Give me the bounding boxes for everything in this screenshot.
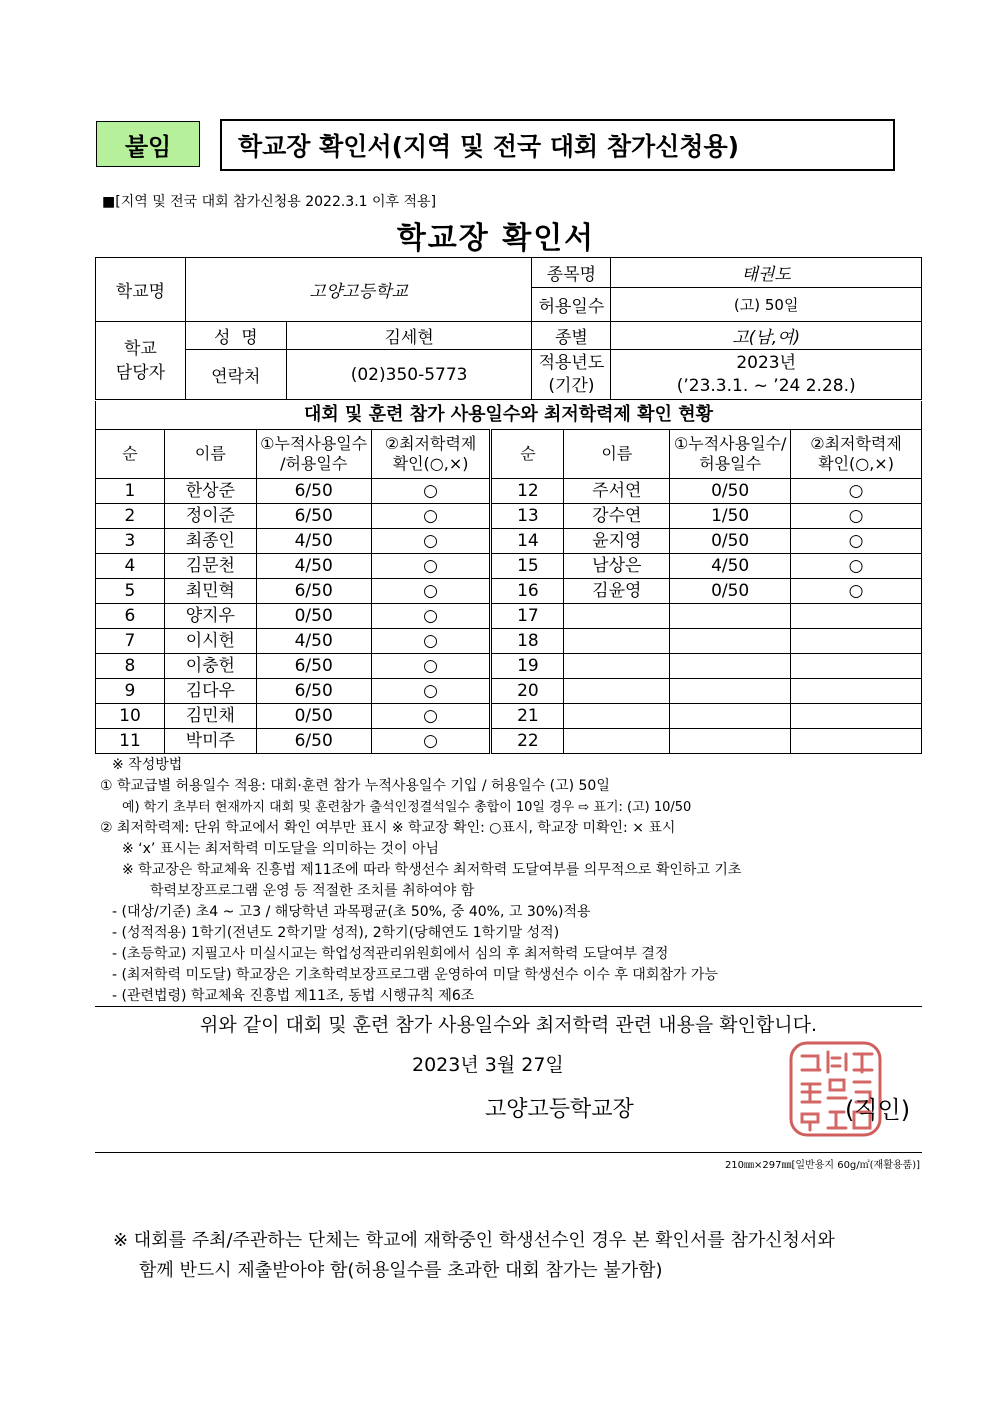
applicability-note: ■[지역 및 전국 대회 참가신청용 2022.3.1 이후 적용]: [102, 194, 437, 210]
col-name-left: 이름: [164, 430, 256, 479]
student-name: 이시헌: [164, 629, 256, 654]
year-value: 2023년: [736, 352, 797, 373]
roster-table: [95, 429, 922, 754]
min-academic-check: ○: [791, 554, 922, 579]
year-cell: [611, 350, 922, 400]
event-label: 종목명: [532, 258, 611, 288]
instr-item: - (대상/기준) 초4 ~ 고3 / 해당학년 과목평균(초 50%, 중 40%, 고 30%)적용: [112, 904, 591, 920]
allow-label: 허용일수: [532, 288, 611, 322]
confirm-text: 위와 같이 대회 및 훈련 참가 사용일수와 최저학력 관련 내용을 확인합니다.: [199, 1014, 818, 1036]
row-no: 9: [96, 679, 165, 704]
name-value: 김세현: [286, 322, 532, 350]
student-name: 정이준: [164, 504, 256, 529]
student-name: 김문천: [164, 554, 256, 579]
days-used: 6/50: [256, 504, 371, 529]
min-academic-check: ○: [371, 704, 491, 729]
days-used: 4/50: [670, 554, 791, 579]
instr-item: - (관련법령) 학교체육 진흥법 제11조, 동법 시행규칙 제6조: [112, 988, 475, 1004]
min-academic-check: [791, 654, 922, 679]
row-no: 2: [96, 504, 165, 529]
footer-line: ※ 대회를 주최/주관하는 단체는 학교에 재학중인 학생선수인 경우 본 확인서를 참가신청서와: [113, 1230, 835, 1251]
instr-item: 예) 학기 초부터 현재까지 대회 및 훈련참가 출석인정결석일수 총합이 10일 경우 ⇨ 표기: (고) 10/50: [122, 800, 692, 815]
table-row: [96, 579, 922, 604]
min-academic-check: ○: [371, 604, 491, 629]
student-name: 김윤영: [564, 579, 670, 604]
min-academic-check: ○: [371, 654, 491, 679]
type-value: 고(남,여): [611, 322, 922, 350]
days-used: [670, 729, 791, 754]
col-days-right: ①누적사용일수/ 허용일수: [670, 430, 791, 479]
days-used: [670, 629, 791, 654]
col-check-left: ②최저학력제 확인(○,×): [371, 430, 491, 479]
instr-item: 학력보장프로그램 운영 등 적절한 조치를 취하여야 함: [150, 883, 475, 899]
min-academic-check: [791, 729, 922, 754]
min-academic-check: [791, 679, 922, 704]
table-row: [96, 604, 922, 629]
name-label: 성 명: [185, 322, 286, 350]
instr-heading: ※ 작성방법: [112, 757, 183, 773]
student-name: [564, 729, 670, 754]
header-title: 학교장 확인서(지역 및 전국 대회 참가신청용): [220, 119, 895, 171]
min-academic-check: ○: [371, 729, 491, 754]
table-row: [96, 679, 922, 704]
divider: [95, 1006, 922, 1007]
min-academic-check: ○: [791, 529, 922, 554]
days-used: 0/50: [670, 529, 791, 554]
days-used: [670, 679, 791, 704]
col-no-left: 순: [96, 430, 165, 479]
bottom-divider: [95, 1152, 922, 1153]
days-used: 0/50: [670, 579, 791, 604]
min-academic-check: ○: [371, 579, 491, 604]
school-value: 고양고등학교: [185, 258, 532, 322]
min-academic-check: [791, 629, 922, 654]
row-no: 19: [491, 654, 564, 679]
row-no: 14: [491, 529, 564, 554]
phone-label: 연락처: [185, 350, 286, 400]
seal-label: (직인): [845, 1096, 911, 1124]
table-row: [96, 504, 922, 529]
days-used: 0/50: [256, 604, 371, 629]
table-row: [96, 529, 922, 554]
phone-value: (02)350-5773: [286, 350, 532, 400]
row-no: 5: [96, 579, 165, 604]
min-academic-check: ○: [371, 554, 491, 579]
event-value: 태권도: [611, 258, 922, 288]
table-row: [96, 554, 922, 579]
min-academic-check: ○: [371, 529, 491, 554]
student-name: 박미주: [164, 729, 256, 754]
student-name: 김민채: [164, 704, 256, 729]
section-title: 대회 및 훈련 참가 사용일수와 최저학력제 확인 현황: [95, 401, 922, 429]
student-name: 최민혁: [164, 579, 256, 604]
row-no: 7: [96, 629, 165, 654]
days-used: [670, 604, 791, 629]
col-check-right: ②최저학력제 확인(○,×): [791, 430, 922, 479]
student-name: 이충헌: [164, 654, 256, 679]
days-used: 0/50: [670, 479, 791, 504]
min-academic-check: ○: [371, 504, 491, 529]
school-info-table: [95, 257, 922, 400]
table-row: [96, 729, 922, 754]
contact-label: 학교 담당자: [96, 322, 186, 400]
student-name: [564, 604, 670, 629]
school-label: 학교명: [96, 258, 186, 322]
student-name: 강수연: [564, 504, 670, 529]
instructions: [100, 755, 922, 1007]
days-used: 0/50: [256, 704, 371, 729]
student-name: 윤지영: [564, 529, 670, 554]
period-value: (’23.3.1. ~ ’24 2.28.): [676, 375, 856, 396]
allow-value: (고) 50일: [611, 288, 922, 322]
instr-item: ※ 학교장은 학교체육 진흥법 제11조에 따라 학생선수 최저학력 도달여부를 의무적으로 확인하고 기초: [122, 862, 742, 878]
instr-item: ※ ‘x’ 표시는 최저학력 미도달을 의미하는 것이 아님: [122, 841, 440, 857]
row-no: 3: [96, 529, 165, 554]
days-used: 4/50: [256, 629, 371, 654]
table-row: [96, 629, 922, 654]
row-no: 6: [96, 604, 165, 629]
type-label: 종별: [532, 322, 611, 350]
days-used: [670, 704, 791, 729]
row-no: 21: [491, 704, 564, 729]
student-name: [564, 629, 670, 654]
student-name: 한상준: [164, 479, 256, 504]
row-no: 16: [491, 579, 564, 604]
table-row: [96, 654, 922, 679]
student-name: 남상은: [564, 554, 670, 579]
days-used: 1/50: [670, 504, 791, 529]
row-no: 10: [96, 704, 165, 729]
days-used: 6/50: [256, 679, 371, 704]
student-name: [564, 654, 670, 679]
attachment-tag: 붙임: [96, 121, 200, 167]
footer-line: 함께 반드시 제출받아야 함(허용일수를 초과한 대회 참가는 불가함): [139, 1260, 663, 1281]
days-used: 6/50: [256, 579, 371, 604]
row-no: 8: [96, 654, 165, 679]
table-row: [96, 479, 922, 504]
min-academic-check: ○: [371, 679, 491, 704]
row-no: 17: [491, 604, 564, 629]
instr-item: ② 최저학력제: 단위 학교에서 확인 여부만 표시 ※ 학교장 확인: ○표시, 학교장 미확인: × 표시: [100, 820, 676, 836]
instr-item: - (성적적용) 1학기(전년도 2학기말 성적), 2학기(당해연도 1학기말 성적): [112, 925, 560, 941]
days-used: 6/50: [256, 729, 371, 754]
paper-spec: 210㎜×297㎜[일반용지 60g/㎡(재활용품)]: [724, 1160, 920, 1171]
table-row: [96, 704, 922, 729]
instr-item: - (최저학력 미도달) 학교장은 기초학력보장프로그램 운영하여 미달 학생선수 이수 후 대회참가 가능: [112, 967, 718, 983]
principal-name: 고양고등학교장: [485, 1097, 634, 1122]
year-label: 적용년도 (기간): [532, 350, 611, 400]
row-no: 22: [491, 729, 564, 754]
student-name: 양지우: [164, 604, 256, 629]
days-used: 6/50: [256, 654, 371, 679]
issue-date: 2023년 3월 27일: [412, 1054, 564, 1076]
student-name: [564, 704, 670, 729]
instr-item: ① 학교급별 허용일수 적용: 대회·훈련 참가 누적사용일수 기입 / 허용일수 (고) 50일: [100, 778, 610, 794]
min-academic-check: ○: [791, 579, 922, 604]
min-academic-check: [791, 604, 922, 629]
student-name: 최종인: [164, 529, 256, 554]
student-name: 주서연: [564, 479, 670, 504]
min-academic-check: ○: [371, 479, 491, 504]
min-academic-check: ○: [371, 629, 491, 654]
instr-item: - (초등학교) 지필고사 미실시교는 학업성적관리위원회에서 심의 후 최저학력 도달여부 결정: [112, 946, 669, 962]
col-days-left: ①누적사용일수 /허용일수: [256, 430, 371, 479]
row-no: 1: [96, 479, 165, 504]
row-no: 15: [491, 554, 564, 579]
row-no: 18: [491, 629, 564, 654]
student-name: 김다우: [164, 679, 256, 704]
min-academic-check: ○: [791, 479, 922, 504]
days-used: 4/50: [256, 554, 371, 579]
row-no: 20: [491, 679, 564, 704]
document-title: 학교장 확인서: [396, 221, 596, 256]
days-used: 4/50: [256, 529, 371, 554]
student-name: [564, 679, 670, 704]
col-no-right: 순: [491, 430, 564, 479]
min-academic-check: [791, 704, 922, 729]
row-no: 12: [491, 479, 564, 504]
row-no: 11: [96, 729, 165, 754]
days-used: 6/50: [256, 479, 371, 504]
footer-note: [113, 1226, 835, 1286]
col-name-right: 이름: [564, 430, 670, 479]
days-used: [670, 654, 791, 679]
row-no: 13: [491, 504, 564, 529]
row-no: 4: [96, 554, 165, 579]
min-academic-check: ○: [791, 504, 922, 529]
